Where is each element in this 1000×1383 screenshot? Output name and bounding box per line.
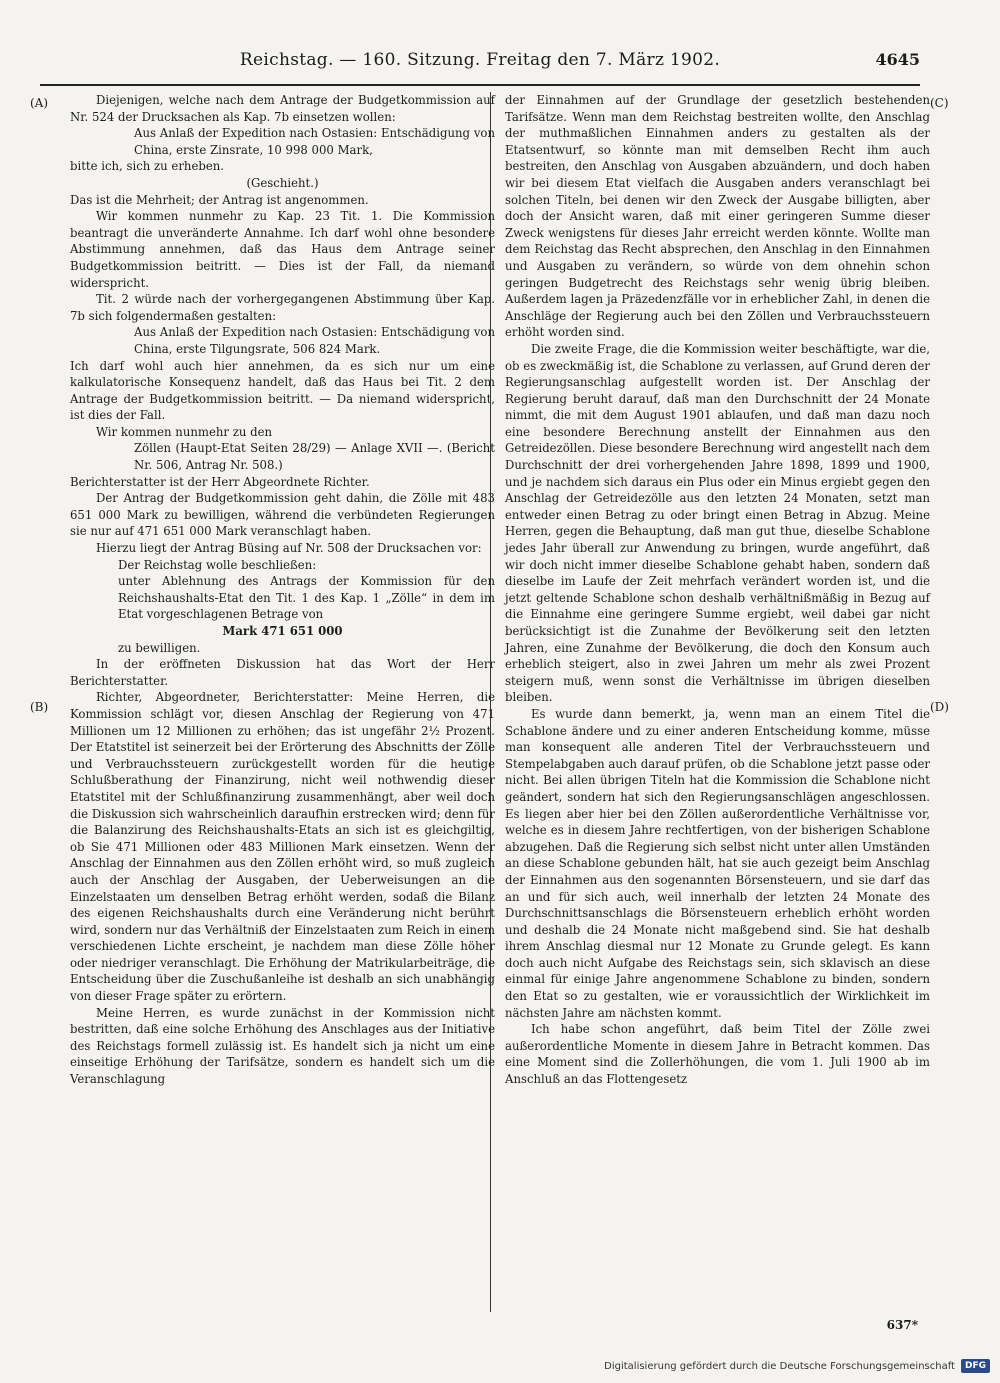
quoted-block: Aus Anlaß der Expedition nach Ostasien: Entschädigung von China, erste Tilgungsrate, 506 824 Mark. bbox=[134, 325, 495, 356]
paragraph: Berichterstatter ist der Herr Abgeordnete Richter. bbox=[70, 474, 370, 489]
page-number: 4645 bbox=[875, 50, 920, 69]
margin-marker-c: (C) bbox=[930, 96, 949, 110]
column-divider bbox=[490, 92, 491, 1312]
margin-marker-d: (D) bbox=[930, 700, 949, 714]
agenda-item: Zöllen (Haupt-Etat Seiten 28/29) — Anlage XVII —. (Bericht Nr. 506, Antrag Nr. 508.) bbox=[134, 441, 495, 473]
paragraph: bitte ich, sich zu erheben. bbox=[70, 159, 224, 174]
motion-text: zu bewilligen. bbox=[118, 640, 201, 655]
page-header bbox=[40, 50, 920, 76]
motion-amount: Mark 471 651 000 bbox=[222, 624, 343, 638]
paragraph: Tit. 2 würde nach der vorhergegangenen Abstimmung über Kap. 7b sich folgendermaßen gestalten: bbox=[70, 292, 495, 323]
speech-paragraph: Meine Herren, es wurde zunächst in der Kommission nicht bestritten, daß eine solche Erhöhung des Anschlages aus der Initiative des Reichstags formell zulässig ist. Es handelt sich ja nicht um eine einseitige Erhöhung der Tarifsätze, sondern es handelt sich um die Veranschlagung bbox=[70, 1005, 495, 1087]
paragraph: Wir kommen nunmehr zu Kap. 23 Tit. 1. Die Kommission beantragt die unveränderte Annahme. Ich darf wohl ohne besondere Abstimmung annehmen, daß das Haus dem Antrage seiner Budgetkommission beitritt. — Dies ist der Fall, da niemand widerspricht. bbox=[70, 209, 495, 290]
motion-heading: Der Reichstag wolle beschließen: bbox=[118, 557, 317, 572]
margin-marker-a: (A) bbox=[30, 96, 49, 110]
paragraph: In der eröffneten Diskussion hat das Wort der Herr Berichterstatter. bbox=[70, 657, 495, 688]
running-title: Reichstag. — 160. Sitzung. Freitag den 7. März 1902. bbox=[239, 50, 721, 70]
stage-direction: (Geschieht.) bbox=[246, 175, 319, 190]
quoted-block: Aus Anlaß der Expedition nach Ostasien: Entschädigung von China, erste Zinsrate, 10 998 000 Mark, bbox=[134, 126, 495, 157]
paragraph: Diejenigen, welche nach dem Antrage der Budgetkommission auf Nr. 524 der Drucksachen als Kap. 7b einsetzen wollen: bbox=[70, 93, 495, 124]
speech-paragraph: Richter, Abgeordneter, Berichterstatter: Meine Herren, die Kommission schlägt vor, diesen Anschlag der Regierung von 471 Millionen um 12 Millionen zu erhöhen; das ist ungefähr 2½ Prozent. Der Etatstitel ist seinerzeit bei der Erörterung des Abschnitts der Zölle und Verbrauchssteuern zurückgestellt worden für die heutige Schlußberathung der Finanzirung, nicht weil nothwendig dieser Etatstitel mit der Schlußfinanzirung zusammenhängt, aber weil doch die Diskussion sich wahrscheinlich daraufhin erstrecken wird; denn für die Balanzirung des Reichshaushalts-Etats an sich ist es gleichgiltig, ob Sie 471 Millionen oder 483 Millionen Mark einsetzen. Wenn der Anschlag der Einnahmen aus den Zöllen erhöht wird, so muß zugleich auch der Anschlag der Ausgaben, der Ueberweisungen an die Einzelstaaten um denselben Betrag erhöht werden, sodaß die Bilanz des eigenen Reichshaushalts durch eine Veränderung nicht berührt wird, sondern nur das Verhältniß der Einzelstaaten zum Reich in einem verschiedenen Lichte erscheint, je nachdem man diese Zölle höher oder niedriger veranschlagt. Die Erhöhung der Matrikularbeiträge, die Entscheidung über die Zuschußanleihe ist deshalb an sich unabhängig von dieser Frage später zu erörtern. bbox=[70, 690, 495, 1004]
paragraph: Das ist die Mehrheit; der Antrag ist angenommen. bbox=[70, 192, 369, 207]
paragraph: Hierzu liegt der Antrag Büsing auf Nr. 508 der Drucksachen vor: bbox=[96, 541, 482, 556]
paragraph: Der Antrag der Budgetkommission geht dahin, die Zölle mit 483 651 000 Mark zu bewilligen, während die verbündeten Regierungen sie nur auf 471 651 000 Mark veranschlagt haben. bbox=[70, 491, 495, 539]
dfg-logo: DFG bbox=[961, 1359, 990, 1373]
footer bbox=[604, 1359, 990, 1373]
motion-text: unter Ablehnung des Antrags der Kommission für den Reichshaushalts-Etat den Tit. 1 des Kap. 1 „Zölle“ in dem im Etat vorgeschlagenen Betrage von bbox=[118, 574, 495, 622]
left-column bbox=[70, 92, 495, 1088]
right-column bbox=[505, 92, 930, 1088]
speech-paragraph: Es wurde dann bemerkt, ja, wenn man an einem Titel die Schablone ändere und zu einer anderen Entscheidung komme, müsse man konsequent alle anderen Titel der Verbrauchssteuern und Stempelabgaben auch darauf prüfen, ob die Schablone jetzt passe oder nicht. Bei allen übrigen Titeln hat die Kommission die Schablone nicht geändert, sondern hat sich den Regierungsanschlägen angeschlossen. Es liegen aber hier bei den Zöllen außerordentliche Verhältnisse vor, welche es in diesem Jahre rechtfertigen, von der bisherigen Schablone abzugehen. Daß die Regierung sich selbst nicht unter allen Umständen an diese Schablone gebunden hält, hat sie auch gezeigt beim Anschlag der Einnahmen aus den sogenannten Börsensteuern, und sie darf das an und für sich auch, weil innerhalb der letzten 24 Monate des Durchschnittsanschlags die Börsensteuern erheblich erhöht worden und deshalb die 24 Monate nicht maßgebend sind. Sie hat deshalb ihrem Anschlag diesmal nur 12 Monate zu Grunde gelegt. Es kann doch auch nicht Aufgabe des Reichstags sein, sich sklavisch an diese einmal für einige Jahre angenommene Schablone zu binden, sondern den Etat so zu gestalten, wie er voraussichtlich der Wirklichkeit im nächsten Jahre am nächsten kommt. bbox=[505, 706, 930, 1020]
speech-paragraph: der Einnahmen auf der Grundlage der gesetzlich bestehenden Tarifsätze. Wenn man dem Reichstag bestreiten wollte, den Anschlag der muthmaßlichen Einnahmen anders zu gestalten als der Etatsentwurf, so könnte man mit demselben Recht ihm auch bestreiten, den Anschlag von Ausgaben abzuändern, und doch haben wir bei diesem Etat vielfach die Ausgaben anders veranschlagt bei solchen Titeln, bei denen wir den Zweck der Ausgabe billigten, aber doch der Ansicht waren, daß mit einer geringeren Summe dieser Zweck wenigstens für dieses Jahr erreicht werden könnte. Wollte man dem Reichstag das Recht absprechen, den Anschlag in den Einnahmen und Ausgaben zu verändern, so würde von dem ohnehin schon geringen Budgetrecht des Reichstags sehr wenig übrig bleiben. Außerdem lagen ja Präzedenzfälle vor in erheblicher Zahl, in denen die Anschläge der Regierung auch bei den Zöllen und Verbrauchssteuern erhöht worden sind. bbox=[505, 93, 930, 340]
footer-text: Digitalisierung gefördert durch die Deutsche Forschungsgemeinschaft bbox=[604, 1360, 955, 1372]
paragraph: Wir kommen nunmehr zu den bbox=[96, 424, 273, 439]
page-signature: 637* bbox=[886, 1318, 918, 1332]
speech-paragraph: Die zweite Frage, die die Kommission weiter beschäftigte, war die, ob es zweckmäßig ist, die Schablone zu verlassen, auf Grund deren der Regierungsanschlag aufgestellt worden ist. Der Anschlag der Regierung beruht darauf, daß man den Durchschnitt der 24 Monate nimmt, die mit dem August 1901 ablaufen, und daß man dazu noch eine besondere Berechnung anstellt der Einnahmen aus den Getreidezöllen. Diese besondere Berechnung wird angestellt nach dem Durchschnitt der drei vorhergehenden Jahre 1898, 1899 und 1900, und je nachdem sich daraus ein Plus oder ein Minus ergiebt gegen den Anschlag der Getreidezölle aus den letzten 24 Monaten, setzt man entweder einen Betrag zu oder bringt einen Betrag in Abzug. Meine Herren, gegen die Behauptung, daß man gut thue, dieselbe Schablone jedes Jahr überall zur Anwendung zu bringen, wurde angeführt, daß wir doch nicht immer dieselbe Schablone gehabt haben, sondern daß dieselbe im Laufe der Zeit mehrfach verändert worden ist, und die jetzt geltende Schablone schon deshalb verhältnißmäßig in Bezug auf die Einnahme eine geringere Summe ergiebt, weil dabei gar nicht berücksichtigt ist die Zunahme der Bevölkerung seit den letzten Jahren, eine Zunahme der Bevölkerung, die doch den Konsum auch erheblich steigert, also in zwei Jahren um mehr als zwei Prozent steigern muß, wenn sonst die Verhältnisse im übrigen dieselben bleiben. bbox=[505, 341, 930, 705]
speech-paragraph: Ich habe schon angeführt, daß beim Titel der Zölle zwei außerordentliche Momente in diesem Jahre in Betracht kommen. Das eine Moment sind die Zollerhöhungen, die vom 1. Juli 1900 ab im Anschluß an das Flottengesetz bbox=[505, 1022, 930, 1087]
margin-marker-b: (B) bbox=[30, 700, 49, 714]
header-rule bbox=[40, 84, 920, 86]
paragraph: Ich darf wohl auch hier annehmen, da es sich nur um eine kalkulatorische Konsequenz handelt, daß das Haus bei Tit. 2 dem Antrage der Budgetkommission beitritt. — Da niemand widerspricht, ist dies der Fall. bbox=[70, 358, 495, 423]
